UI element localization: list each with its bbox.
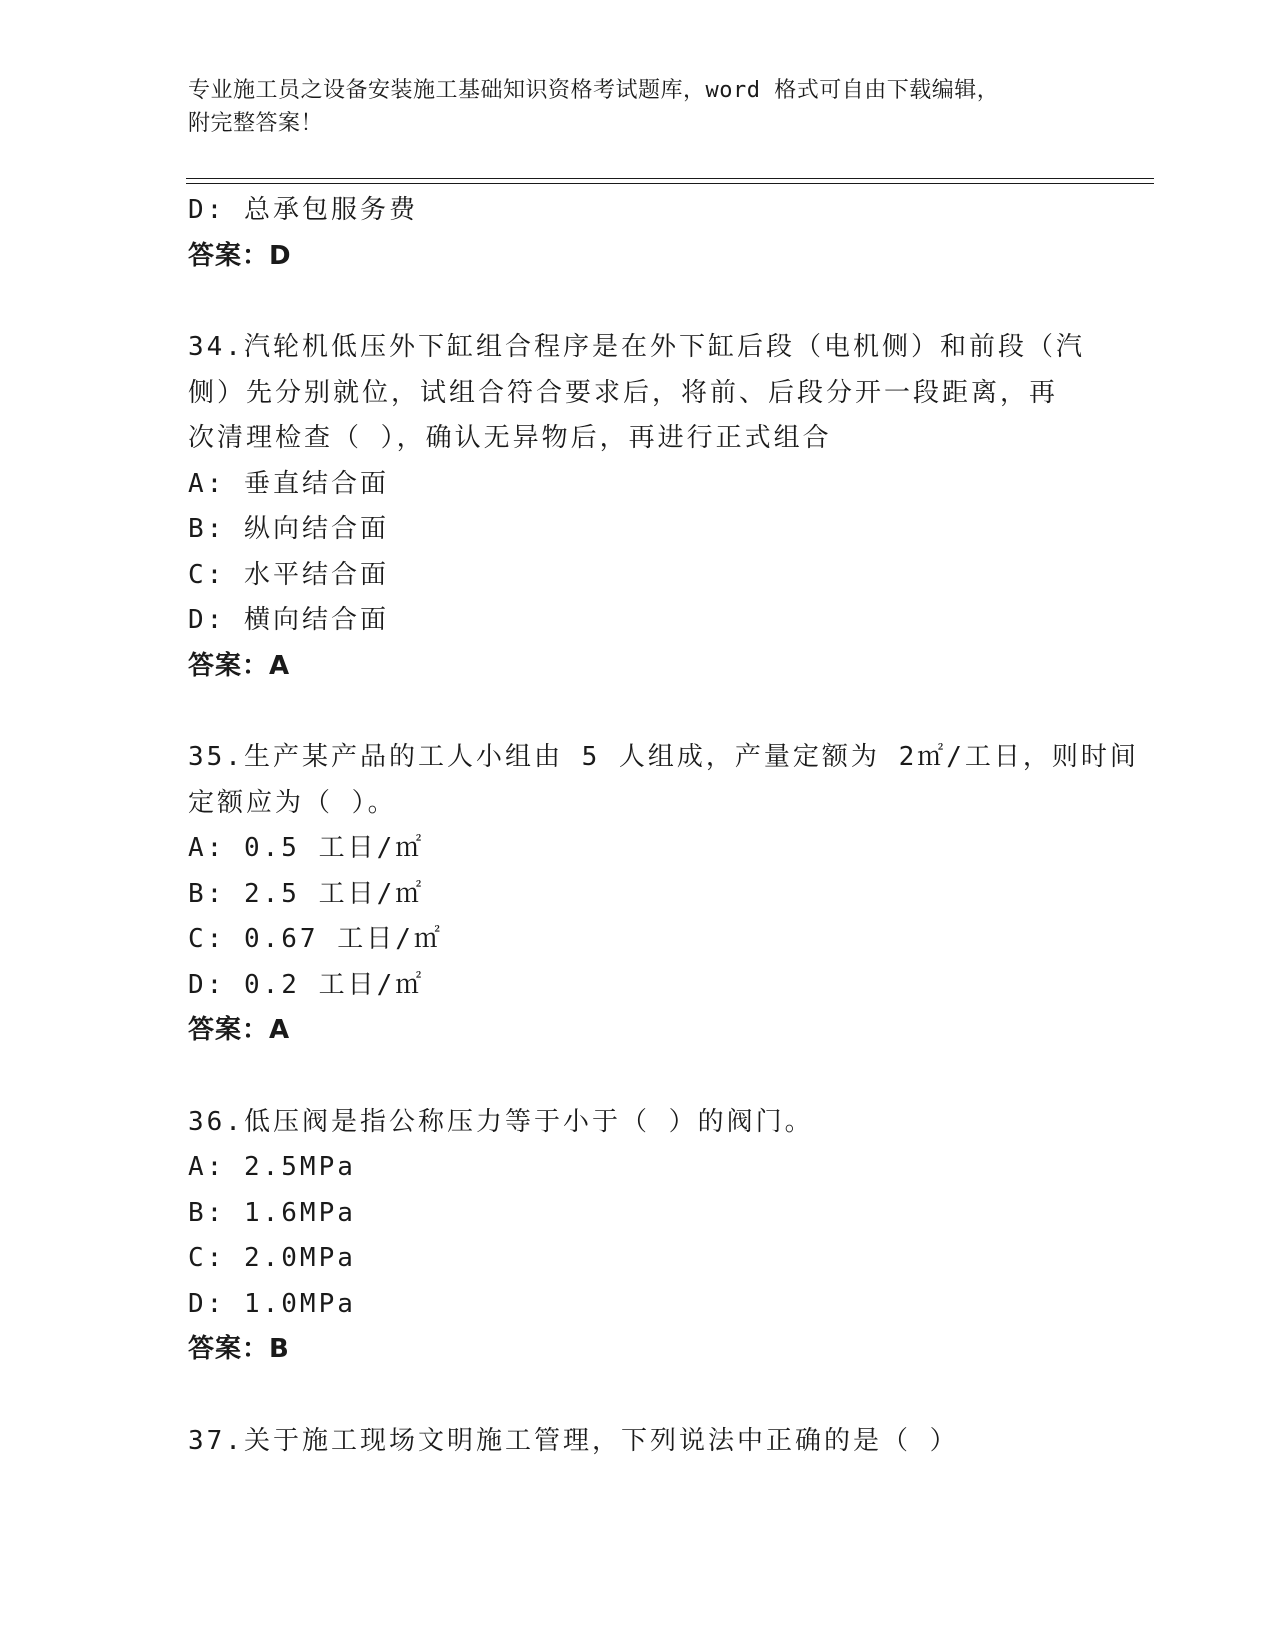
option-a: A: 0.5 工日/㎡: [188, 833, 425, 863]
question-35: [188, 735, 1139, 1054]
document-header: [188, 74, 1088, 140]
option-d: D: 横向结合面: [188, 605, 389, 635]
question-text: 34.汽轮机低压外下缸组合程序是在外下缸后段（电机侧）和前段（汽: [188, 332, 1085, 362]
header-divider-top: [186, 178, 1154, 179]
answer-line: 答案：B: [188, 1334, 290, 1364]
option-d: D: 总承包服务费: [188, 195, 418, 225]
option-c: C: 0.67 工日/㎡: [188, 924, 443, 954]
option-d: D: 1.0MPa: [188, 1288, 356, 1319]
option-d: D: 0.2 工日/㎡: [188, 969, 425, 1000]
answer-line: 答案：A: [188, 1015, 291, 1045]
header-line-2: 附完整答案！: [188, 111, 324, 136]
question-text: 35.生产某产品的工人小组由 5 人组成，产量定额为 2㎡/工日，则时间: [188, 742, 1139, 772]
option-a: A: 2.5MPa: [188, 1152, 356, 1182]
question-content: [188, 188, 1139, 1464]
option-a: A: 垂直结合面: [188, 468, 389, 499]
answer-line: 答案：A: [188, 650, 291, 681]
question-37: [188, 1419, 1088, 1465]
question-text: 侧）先分别就位，试组合符合要求后，将前、后段分开一段距离，再: [188, 377, 1059, 408]
question-text: 次清理检查（ ），确认无异物后，再进行正式组合: [188, 423, 832, 453]
option-b: B: 2.5 工日/㎡: [188, 878, 425, 909]
header-divider-bottom: [186, 183, 1154, 184]
answer-line: 答案：D: [188, 240, 292, 271]
question-text: 37.关于施工现场文明施工管理，下列说法中正确的是（ ）: [188, 1425, 959, 1456]
option-c: C: 2.0MPa: [188, 1243, 356, 1273]
option-b: B: 纵向结合面: [188, 514, 389, 544]
option-c: C: 水平结合面: [188, 559, 389, 590]
question-text: 36.低压阀是指公称压力等于小于（ ）的阀门。: [188, 1106, 814, 1137]
question-text: 定额应为（ ）。: [188, 787, 397, 818]
header-line-1: 专业施工员之设备安装施工基础知识资格考试题库，word 格式可自由下载编辑，: [188, 78, 1000, 103]
question-36: [188, 1100, 1088, 1373]
question-34: [188, 325, 1088, 689]
option-b: B: 1.6MPa: [188, 1197, 356, 1228]
